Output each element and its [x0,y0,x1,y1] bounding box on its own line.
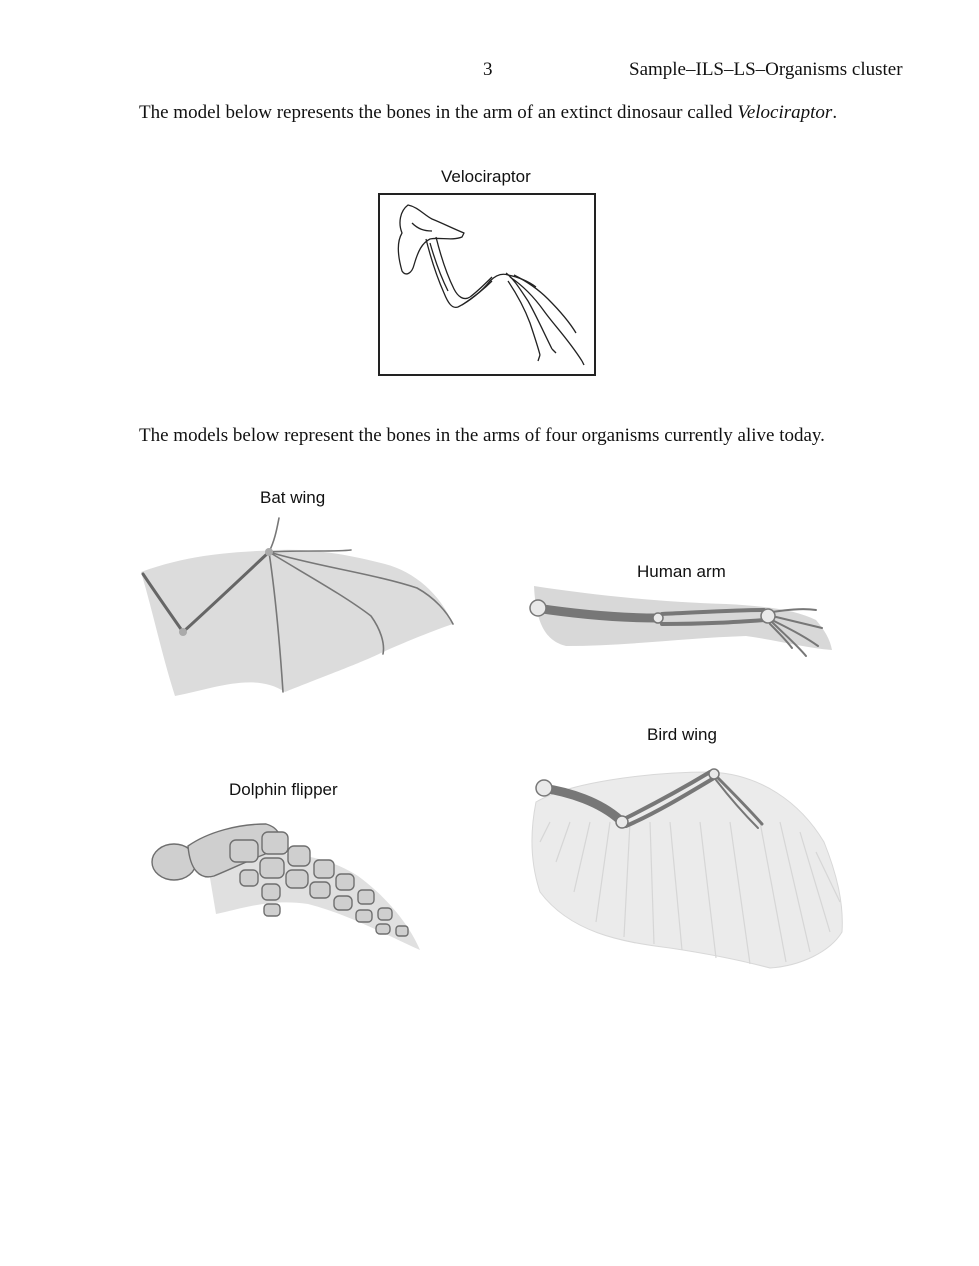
bird-wing-drawing [530,762,846,974]
bird-wing-label: Bird wing [647,725,717,744]
velociraptor-arm-drawing [378,193,596,376]
intro-text: The model below represents the bones in the arm of an extinct dinosaur called [139,102,738,123]
species-name: Velociraptor [737,102,833,123]
header-title: Sample–ILS–LS–Organisms cluster [629,59,903,80]
intro-period: . [832,102,838,123]
human-arm-drawing [526,580,846,672]
intro-sentence-1 [139,102,837,124]
velociraptor-label: Velociraptor [441,167,531,186]
bat-wing-label: Bat wing [260,488,326,507]
page-number: 3 [483,59,493,80]
intro-sentence-2: The models below represent the bones in the arms of four organisms currently alive today. [139,425,825,446]
dolphin-flipper-label: Dolphin flipper [229,780,338,799]
bat-wing-drawing [135,512,460,702]
dolphin-flipper-drawing [148,810,424,956]
human-arm-label: Human arm [637,562,726,581]
